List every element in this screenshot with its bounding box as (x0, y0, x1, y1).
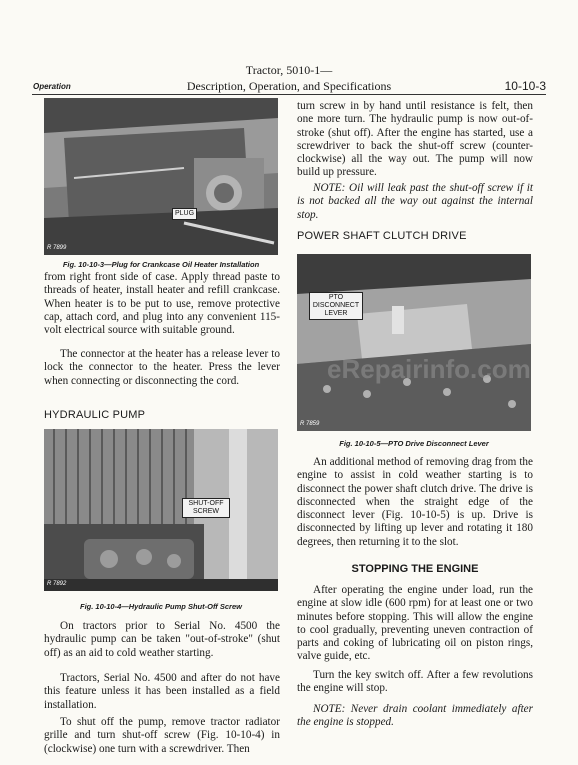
caption-fig5: Fig. 10-10-5—PTO Drive Disconnect Lever (339, 439, 489, 448)
heading-power-shaft-clutch: POWER SHAFT CLUTCH DRIVE (297, 230, 467, 242)
photo-id-fig5: R 7859 (300, 421, 320, 427)
note-oil-leak: NOTE: Oil will leak past the shut-off screw if it is not backed all the way out against the internal stop. (297, 182, 533, 221)
caption-fig3: Fig. 10-10-3—Plug for Crankcase Oil Heater Installation (62, 260, 260, 269)
paragraph-shut-off-procedure: To shut off the pump, remove tractor radiator grille and turn shut-off screw (Fig. 10-10-4) in (clockwise) one turn with a screwdriver. Then (44, 716, 280, 755)
paragraph-connector: The connector at the heater has a release lever to lock the connector to the heater. Press the lever when connecting or disconnecting the cord. (44, 348, 280, 387)
plug-callout: PLUG (172, 208, 197, 220)
heading-stopping-engine: STOPPING THE ENGINE (351, 563, 479, 575)
paragraph-heater-install: from right front side of case. Apply thread paste to threads of heater, install heater and refill crankcase. When heater is to be put to use, remove protective cap, attach cord, and plug into any convenient 115-volt electrical source with suitable ground. (44, 271, 280, 337)
figure-crankcase-heater-photo (44, 98, 278, 255)
paragraph-prior-serial: On tractors prior to Serial No. 4500 the hydraulic pump can be taken "out-of-stroke" (shut off) as an aid to cold weather starting. (44, 620, 280, 659)
photo-id-fig4: R 7892 (47, 581, 67, 587)
paragraph-key-switch: Turn the key switch off. After a few revolutions the engine will stop. (297, 669, 533, 695)
header-rule (32, 94, 546, 95)
figure-hydraulic-pump-photo (44, 429, 278, 591)
paragraph-serial-after: Tractors, Serial No. 4500 and after do not have this feature unless it has been installed as a field installation. (44, 672, 280, 711)
paragraph-turn-screw: turn screw in by hand until resistance is felt, then one more turn. The hydraulic pump is now out-of-stroke (shut off). After the engine has started, use a screwdriver to back the shut-off screw (counter-clockwise) all the way out. The pump will now build up pressure. (297, 100, 533, 179)
figure-pto-lever-photo (297, 254, 531, 431)
section-label: Operation (33, 82, 71, 91)
heading-hydraulic-pump: HYDRAULIC PUMP (44, 409, 146, 421)
header-subtitle: Description, Operation, and Specifications (186, 79, 392, 93)
photo-id-fig3: R 7899 (47, 245, 67, 251)
pto-lever-callout: PTO DISCONNECT LEVER (309, 292, 363, 320)
document-title: Tractor, 5010-1— (245, 63, 333, 77)
paragraph-slow-idle: After operating the engine under load, run the engine at slow idle (600 rpm) for at least one or two minutes before stopping. This will allow the engine to cool gradually, preventing uneven contraction of parts and coking of lubricating oil on piston rings, valve guide, etc. (297, 584, 533, 663)
watermark-text: eRepairinfo.com (327, 354, 531, 384)
note-never-drain-coolant: NOTE: Never drain coolant immediately after the engine is stopped. (297, 703, 533, 729)
caption-fig4: Fig. 10-10-4—Hydraulic Pump Shut-Off Screw (80, 602, 242, 611)
shut-off-screw-callout: SHUT-OFF SCREW (182, 498, 230, 518)
paragraph-pto-disconnect: An additional method of removing drag from the engine to assist in cold weather starting is to disconnect the power shaft clutch drive. The drive is disconnected when the straight edge of the disconnect lever (Fig. 10-10-5) is up. Drive is disconnected by lifting up lever and rotating it 180 degrees, then returning it to the slot. (297, 456, 533, 548)
page-number: 10-10-3 (504, 79, 546, 93)
